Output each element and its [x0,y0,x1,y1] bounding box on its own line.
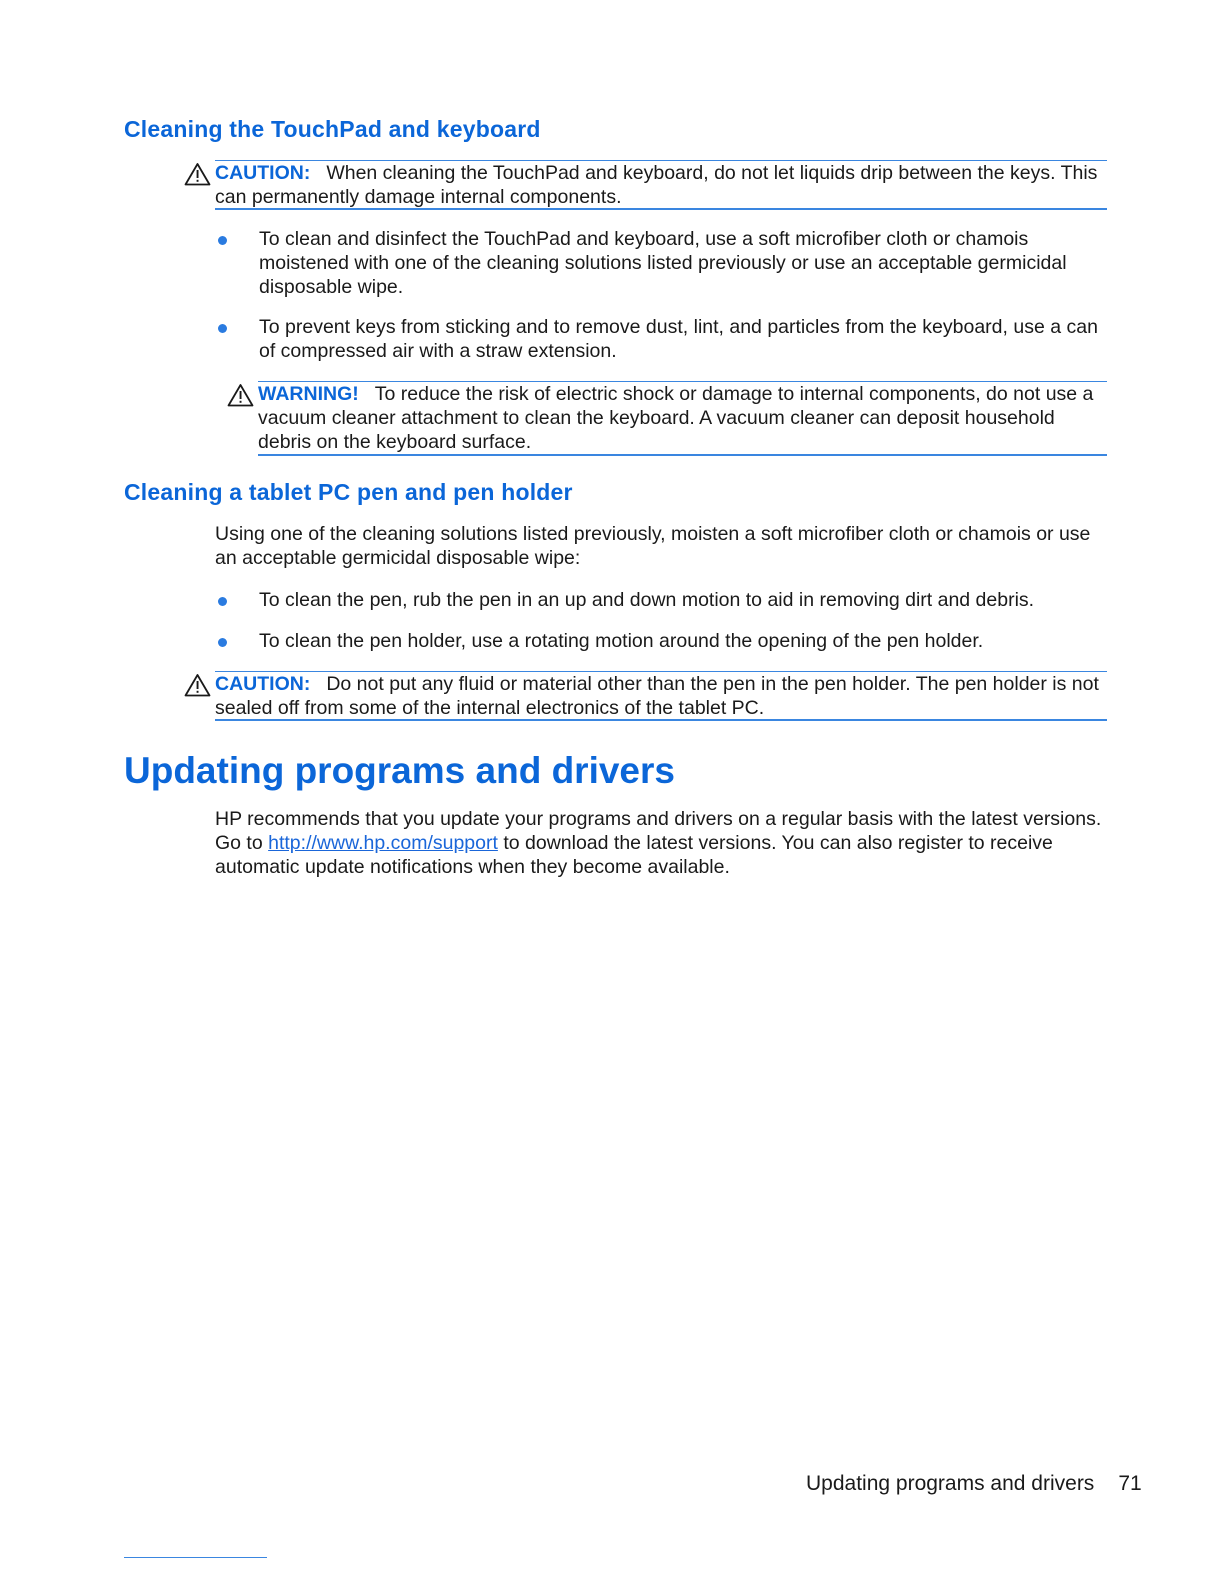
warning-triangle-icon [184,162,211,186]
bullet-dot-icon [218,324,227,333]
updating-programs-paragraph [215,807,1110,879]
page-title-updating-programs: Updating programs and drivers [124,750,675,791]
caution-label: CAUTION: [215,673,311,695]
bullet-dot-icon [218,236,227,245]
bullet-dot-icon [218,638,227,647]
pen-cleaning-intro: Using one of the cleaning solutions listed previously, moisten a soft microfiber cloth or chamois or use an acceptable germicidal disposable wipe: [215,523,1091,569]
list-item [215,588,1110,612]
list-item-text: To clean and disinfect the TouchPad and keyboard, use a soft microfiber cloth or chamois moistened with one of the cleaning solutions listed previously or use an acceptable germicidal disposable wipe. [259,228,1067,298]
footer-section-title: Updating programs and drivers [806,1472,1095,1495]
warning-label: WARNING! [258,383,359,405]
list-item [215,227,1110,299]
list-item [215,629,1110,653]
list-item [215,315,1110,363]
warning-triangle-icon [227,383,254,407]
hp-support-link[interactable]: http://www.hp.com/support [268,832,498,854]
page-footer [806,1472,1142,1496]
caution-label: CAUTION: [215,162,311,184]
section-heading-touchpad-keyboard: Cleaning the TouchPad and keyboard [124,116,541,142]
warning-text: To reduce the risk of electric shock or damage to internal components, do not use a vacuum cleaner attachment to clean the keyboard. A vacuum cleaner can deposit household debris on the keyboard surface. [258,383,1094,453]
bullet-dot-icon [218,597,227,606]
footer-rule [124,1557,267,1558]
caution-notice-pen-holder [215,671,1107,721]
warning-notice-vacuum [258,381,1107,456]
list-item-text: To prevent keys from sticking and to remove dust, lint, and particles from the keyboard, use a can of compressed air with a straw extension. [259,316,1098,362]
paragraph-text-after-link: to download the latest versions. You can also register to receive automatic update notifications when they become available. [215,832,1053,878]
list-item-text: To clean the pen holder, use a rotating motion around the opening of the pen holder. [259,630,984,652]
section-heading-pen-holder: Cleaning a tablet PC pen and pen holder [124,479,573,505]
caution-text: Do not put any fluid or material other than the pen in the pen holder. The pen holder is not sealed off from some of the internal electronics of the tablet PC. [215,673,1099,719]
paragraph-text-before-link: HP recommends that you update your programs and drivers on a regular basis with the latest versions. Go to [215,808,1102,854]
caution-notice-keyboard [215,160,1107,210]
warning-triangle-icon [184,673,211,697]
list-item-text: To clean the pen, rub the pen in an up and down motion to aid in removing dirt and debris. [259,589,1035,611]
caution-text: When cleaning the TouchPad and keyboard, do not let liquids drip between the keys. This can permanently damage internal components. [215,162,1098,208]
page-number: 71 [1118,1472,1142,1495]
